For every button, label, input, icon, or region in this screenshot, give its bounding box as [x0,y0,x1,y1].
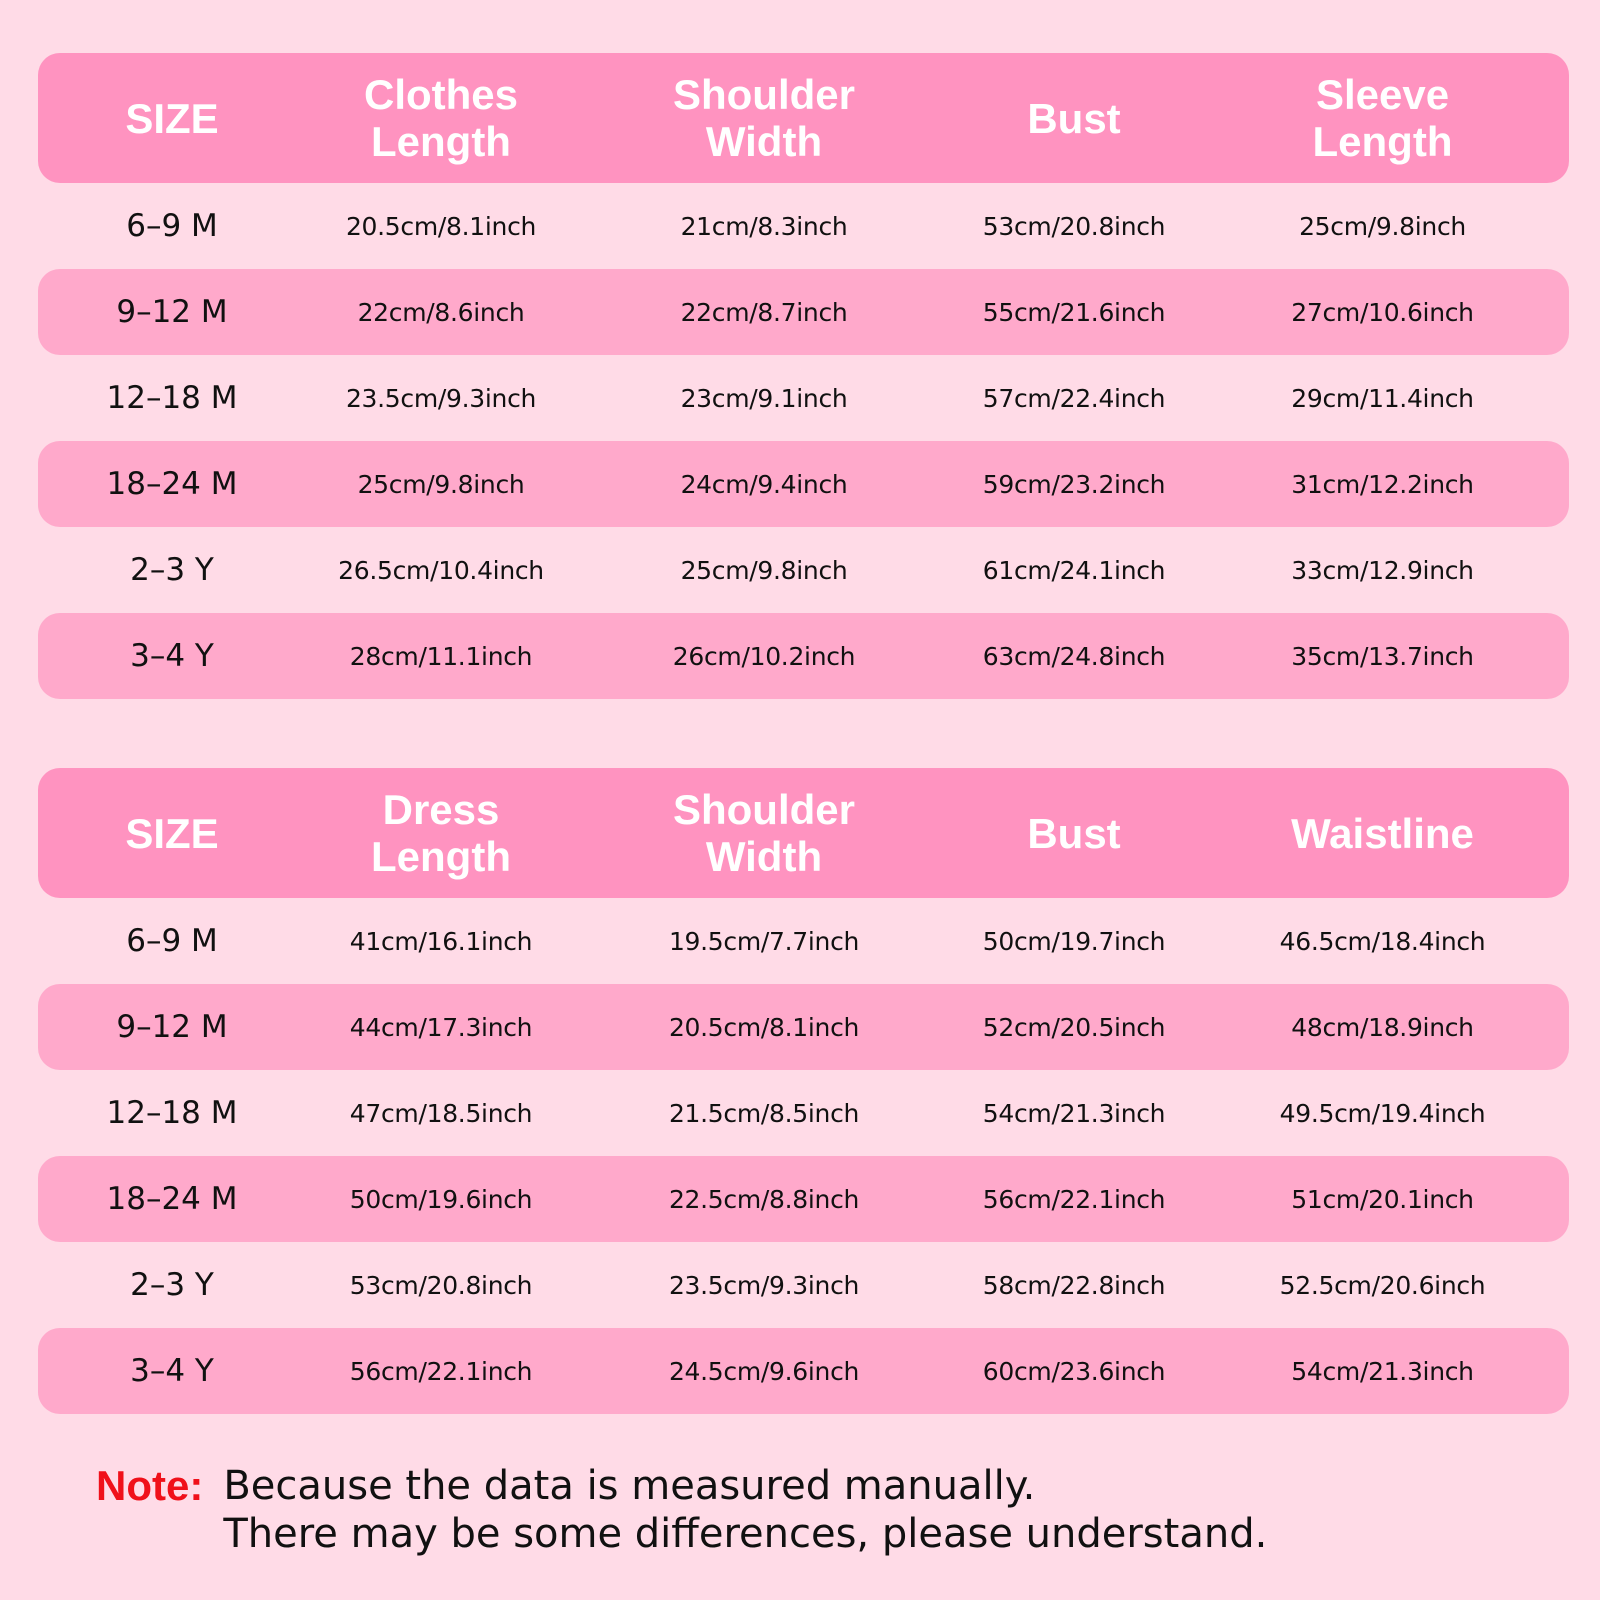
note-text [223,1462,1267,1558]
value-cell: 25cm/9.8inch [680,555,848,585]
table-row [38,1328,1569,1414]
value-cell: 20.5cm/8.1inch [668,1012,860,1042]
value-cell: 58cm/22.8inch [982,1270,1166,1300]
top-size-table [38,53,1569,699]
value-cell: 57cm/22.4inch [982,383,1166,413]
value-cell: 25cm/9.8inch [357,469,525,499]
value-cell: 22cm/8.6inch [357,297,525,327]
value-cell: 20.5cm/8.1inch [345,211,537,241]
table-row [38,1242,1569,1328]
header-cell-waistline: Waistline [1291,809,1474,857]
value-cell: 33cm/12.9inch [1291,555,1474,585]
value-cell: 26.5cm/10.4inch [338,555,544,585]
header-cell-size: SIZE [125,94,219,142]
value-cell: 52.5cm/20.6inch [1279,1270,1486,1300]
measurement-note [96,1462,1267,1558]
value-cell: 24cm/9.4inch [680,469,848,499]
note-line-2: There may be some differences, please understand. [223,1511,1268,1557]
value-cell: 59cm/23.2inch [982,469,1166,499]
size-cell: 18–24 M [106,1181,238,1217]
bottom-size-table [38,768,1569,1414]
value-cell: 49.5cm/19.4inch [1279,1098,1486,1128]
size-cell: 3–4 Y [130,1353,214,1389]
size-cell: 3–4 Y [130,638,214,674]
table-row [38,527,1569,613]
value-cell: 46.5cm/18.4inch [1279,926,1486,956]
size-cell: 12–18 M [106,380,238,416]
value-cell: 19.5cm/7.7inch [668,926,860,956]
value-cell: 51cm/20.1inch [1291,1184,1474,1214]
size-cell: 12–18 M [106,1095,238,1131]
table-row [38,269,1569,355]
value-cell: 52cm/20.5inch [982,1012,1166,1042]
size-cell: 6–9 M [126,208,218,244]
table-row [38,355,1569,441]
header-cell-clothes-length: Clothes Length [363,71,518,165]
header-cell-bust: Bust [1027,94,1121,142]
table-header-row [38,768,1569,898]
value-cell: 54cm/21.3inch [982,1098,1166,1128]
table-row [38,183,1569,269]
header-cell-sleeve-length: Sleeve Length [1312,71,1453,165]
size-cell: 9–12 M [116,294,228,330]
value-cell: 26cm/10.2inch [672,641,856,671]
value-cell: 24.5cm/9.6inch [668,1356,860,1386]
value-cell: 48cm/18.9inch [1291,1012,1474,1042]
value-cell: 50cm/19.6inch [349,1184,533,1214]
value-cell: 25cm/9.8inch [1299,211,1466,241]
size-cell: 2–3 Y [130,1267,214,1303]
value-cell: 55cm/21.6inch [982,297,1166,327]
header-cell-size: SIZE [125,809,219,857]
value-cell: 41cm/16.1inch [349,926,533,956]
size-cell: 18–24 M [106,466,238,502]
value-cell: 50cm/19.7inch [982,926,1166,956]
value-cell: 31cm/12.2inch [1291,469,1474,499]
value-cell: 60cm/23.6inch [982,1356,1166,1386]
table-row [38,613,1569,699]
header-cell-dress-length: Dress Length [371,786,511,880]
table-row [38,1070,1569,1156]
size-cell: 9–12 M [116,1009,228,1045]
size-cell: 2–3 Y [130,552,214,588]
table-header-row [38,53,1569,183]
value-cell: 23.5cm/9.3inch [345,383,537,413]
value-cell: 56cm/22.1inch [349,1356,533,1386]
value-cell: 23cm/9.1inch [680,383,848,413]
value-cell: 63cm/24.8inch [982,641,1166,671]
header-cell-shoulder-width: Shoulder Width [672,71,855,165]
value-cell: 21.5cm/8.5inch [668,1098,860,1128]
value-cell: 53cm/20.8inch [349,1270,533,1300]
value-cell: 56cm/22.1inch [982,1184,1166,1214]
value-cell: 29cm/11.4inch [1291,383,1474,413]
value-cell: 28cm/11.1inch [349,641,533,671]
table-row [38,1156,1569,1242]
table-row [38,898,1569,984]
header-cell-shoulder-width: Shoulder Width [672,786,855,880]
value-cell: 54cm/21.3inch [1291,1356,1474,1386]
table-row [38,441,1569,527]
value-cell: 35cm/13.7inch [1291,641,1474,671]
note-label: Note: [96,1462,204,1509]
note-line-1: Because the data is measured manually. [223,1463,1036,1509]
value-cell: 44cm/17.3inch [349,1012,533,1042]
value-cell: 23.5cm/9.3inch [668,1270,860,1300]
value-cell: 27cm/10.6inch [1291,297,1474,327]
table-row [38,984,1569,1070]
value-cell: 22cm/8.7inch [680,297,848,327]
size-cell: 6–9 M [126,923,218,959]
value-cell: 47cm/18.5inch [349,1098,533,1128]
header-cell-bust: Bust [1027,809,1121,857]
value-cell: 22.5cm/8.8inch [668,1184,860,1214]
value-cell: 61cm/24.1inch [982,555,1166,585]
value-cell: 21cm/8.3inch [680,211,848,241]
value-cell: 53cm/20.8inch [982,211,1166,241]
